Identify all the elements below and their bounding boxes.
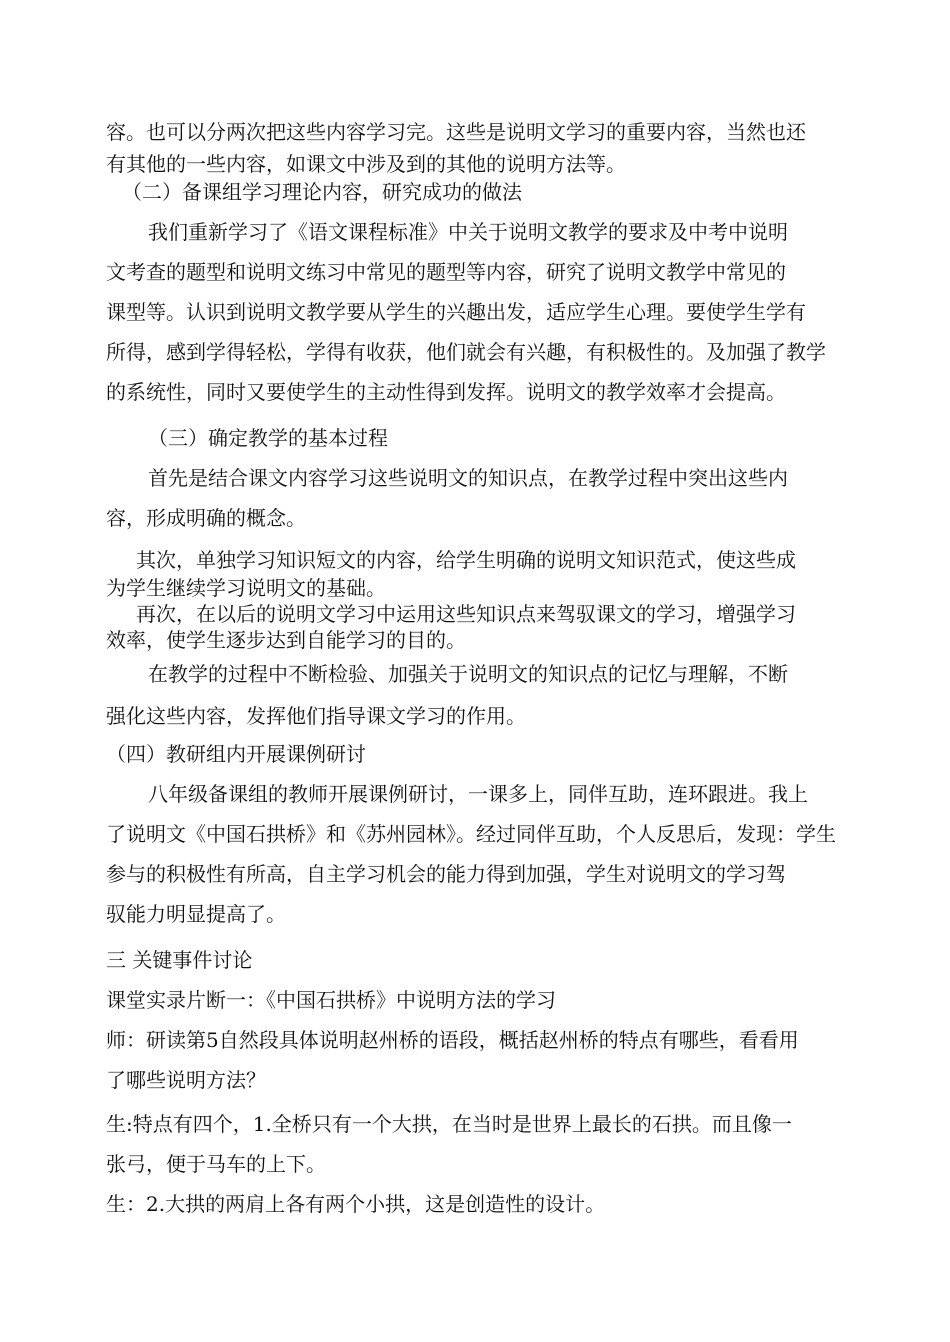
text-line: 师：研读第5自然段具体说明赵州桥的语段，概括赵州桥的特点有哪些，看看用	[106, 1028, 799, 1052]
text-line: 我们重新学习了《语文课程标准》中关于说明文教学的要求及中考中说明	[148, 220, 788, 244]
text-line: 有其他的一些内容，如课文中涉及到的其他的说明方法等。	[106, 152, 626, 176]
section-heading: （四）教研组内开展课例研讨	[106, 742, 366, 766]
text-line: 生:特点有四个，1.全桥只有一个大拱，在当时是世界上最长的石拱。而且像一	[106, 1112, 792, 1136]
text-line: 课堂实录片断一：《中国石拱桥》中说明方法的学习	[106, 988, 556, 1012]
text-line: 其次，单独学习知识短文的内容，给学生明确的说明文知识范式，使这些成	[136, 548, 796, 572]
text-line: 再次，在以后的说明文学习中运用这些知识点来驾驭课文的学习，增强学习	[136, 602, 796, 626]
text-line: 参与的积极性有所高，自主学习机会的能力得到加强，学生对说明文的学习驾	[106, 862, 786, 886]
text-line: 了说明文《中国石拱桥》和《苏州园林》。经过同伴互助，个人反思后，发现：学生	[106, 822, 836, 846]
text-line: 在教学的过程中不断检验、加强关于说明文的知识点的记忆与理解，不断	[148, 662, 788, 686]
text-line: 强化这些内容，发挥他们指导课文学习的作用。	[106, 704, 526, 728]
text-line: 为学生继续学习说明文的基础。	[106, 576, 386, 600]
text-line: 生：2.大拱的两肩上各有两个小拱，这是创造性的设计。	[106, 1192, 606, 1216]
text-line: 的系统性，同时又要使学生的主动性得到发挥。说明文的教学效率才会提高。	[106, 380, 786, 404]
text-line: 八年级备课组的教师开展课例研讨，一课多上，同伴互助，连环跟进。我上	[148, 782, 808, 806]
text-line: 了哪些说明方法？	[106, 1068, 266, 1092]
text-line: 张弓，便于马车的上下。	[106, 1152, 326, 1176]
text-line: 所得，感到学得轻松，学得有收获，他们就会有兴趣，有积极性的。及加强了教学	[106, 340, 826, 364]
text-line: 容。也可以分两次把这些内容学习完。这些是说明文学习的重要内容，当然也还	[106, 120, 806, 144]
text-line: 驭能力明显提高了。	[106, 902, 286, 926]
text-line: 文考查的题型和说明文练习中常见的题型等内容，研究了说明文教学中常见的	[106, 260, 786, 284]
text-line: 效率，使学生逐步达到自能学习的目的。	[106, 628, 466, 652]
section-heading: （二）备课组学习理论内容，研究成功的做法	[122, 180, 522, 204]
text-line: 容，形成明确的概念。	[106, 506, 306, 530]
text-line: 课型等。认识到说明文教学要从学生的兴趣出发，适应学生心理。要使学生学有	[106, 300, 806, 324]
section-heading: （三）确定教学的基本过程	[148, 426, 388, 450]
section-heading: 三 关键事件讨论	[106, 948, 253, 972]
text-line: 首先是结合课文内容学习这些说明文的知识点，在教学过程中突出这些内	[148, 466, 788, 490]
